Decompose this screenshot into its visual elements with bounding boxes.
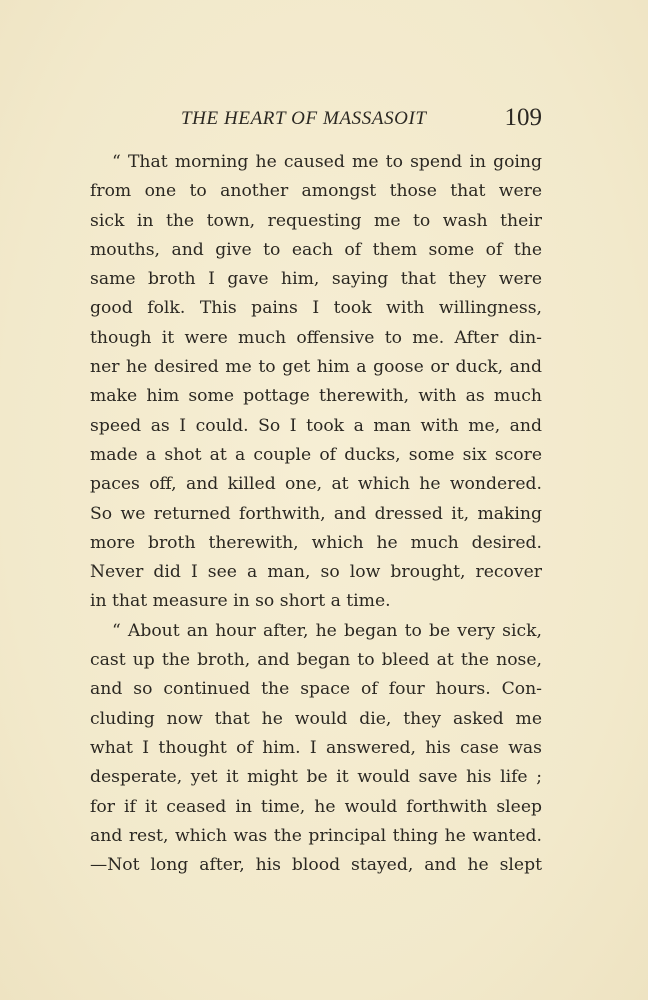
text-line: cluding now that he would die, they asked me	[90, 708, 542, 729]
text-line: good folk. This pains I took with willingness,	[90, 298, 542, 319]
page-number: 109	[504, 104, 542, 131]
text-line: —Not long after, his blood stayed, and he slept	[90, 855, 542, 876]
paragraph-end-line: in that measure in so short a time.	[90, 591, 391, 612]
text-line: and rest, which was the principal thing he wanted.	[90, 825, 542, 846]
text-line: mouths, and give to each of them some of the	[90, 239, 542, 260]
text-line: and so continued the space of four hours. Con-	[90, 679, 542, 700]
running-title: THE HEART OF MASSASOIT	[181, 108, 427, 129]
text-line: for if it ceased in time, he would forthwith sleep	[90, 796, 542, 817]
text-line: ner he desired me to get him a goose or duck, and	[90, 357, 542, 378]
text-line: sick in the town, requesting me to wash their	[90, 210, 542, 231]
body-text	[90, 148, 542, 880]
text-line: speed as I could. So I took a man with me, and	[90, 415, 542, 436]
text-line: Never did I see a man, so low brought, recover	[90, 562, 542, 583]
text-line: So we returned forthwith, and dressed it, making	[90, 503, 542, 524]
text-line: cast up the broth, and began to bleed at the nose,	[90, 650, 542, 671]
text-line: desperate, yet it might be it would save his life ;	[90, 767, 542, 788]
text-line: what I thought of him. I answered, his case was	[90, 737, 542, 758]
text-line: “ About an hour after, he began to be very sick,	[112, 620, 542, 641]
text-line: made a shot at a couple of ducks, some six score	[90, 444, 542, 465]
text-line: though it were much offensive to me. After din-	[90, 327, 542, 348]
text-line: “ That morning he caused me to spend in going	[112, 152, 542, 172]
text-line: same broth I gave him, saying that they were	[90, 269, 542, 290]
text-line: more broth therewith, which he much desired.	[90, 532, 542, 553]
text-line: from one to another amongst those that were	[90, 181, 542, 202]
text-line: make him some pottage therewith, with as much	[90, 386, 542, 407]
page-header	[90, 104, 542, 136]
text-line: paces off, and killed one, at which he wondered.	[90, 474, 542, 495]
